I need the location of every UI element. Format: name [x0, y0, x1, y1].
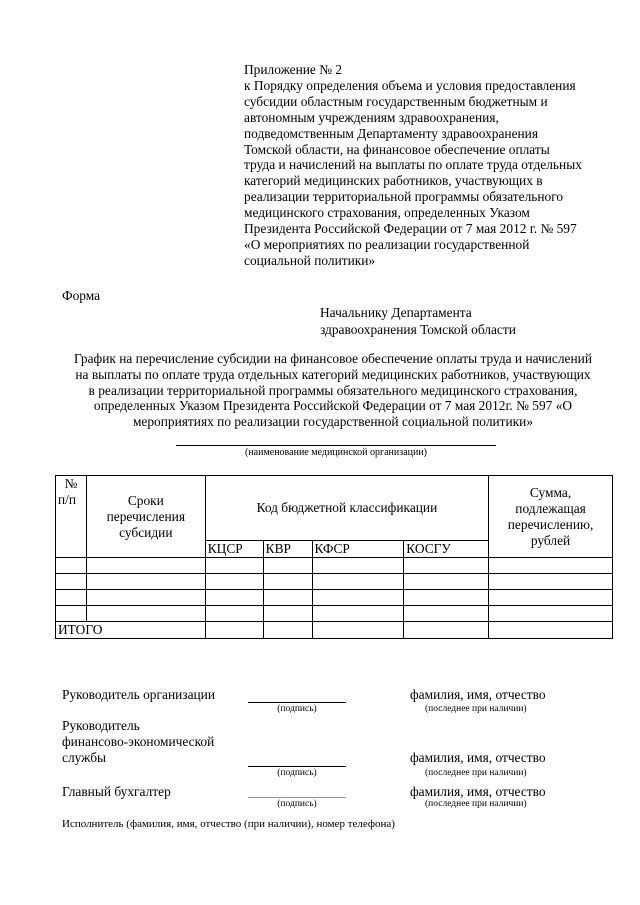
table-cell[interactable] — [205, 622, 263, 639]
header-number-line2: п/п — [58, 492, 77, 507]
header-number — [56, 476, 87, 558]
fin-head-fio-hint: (последнее при наличии) — [425, 768, 527, 778]
addressee-line: Начальнику Департамента — [320, 305, 472, 320]
fin-head-label-line: Руководитель — [62, 718, 140, 733]
table-cell[interactable] — [404, 590, 489, 606]
table-cell[interactable] — [263, 590, 312, 606]
title-line: на выплаты по оплате труда отдельных категорий медицинских работников, участвующих — [75, 366, 591, 382]
accountant-label: Главный бухгалтер — [62, 784, 171, 799]
table-cell[interactable] — [205, 590, 263, 606]
annex-line: труда и начислений на выплаты по оплате труда отдельных — [244, 157, 582, 173]
header-kfsr: КФСР — [312, 541, 404, 558]
accountant-signature-hint: (подпись) — [277, 799, 317, 809]
header-dates — [86, 476, 205, 558]
head-signature-hint: (подпись) — [277, 704, 317, 714]
annex-line: социальной политики» — [244, 252, 376, 268]
header-dates-line3: субсидии — [119, 524, 173, 540]
annex-line: Томской области, на финансовое обеспечение оплаты — [244, 141, 550, 157]
annex-line: автономным учреждениям здравоохранения, — [244, 109, 499, 125]
table-cell[interactable] — [312, 622, 404, 639]
head-label: Руководитель организации — [62, 687, 216, 702]
header-sum-line1: Сумма, — [529, 484, 572, 500]
accountant-fio: фамилия, имя, отчество — [410, 784, 546, 799]
table-cell[interactable] — [56, 558, 87, 574]
table-cell[interactable] — [404, 622, 489, 639]
table-cell[interactable] — [263, 606, 312, 622]
table-row[interactable] — [56, 606, 613, 622]
header-sum — [489, 476, 613, 558]
table-cell[interactable] — [489, 574, 613, 590]
table-cell[interactable] — [263, 558, 312, 574]
header-budget-code: Код бюджетной классификации — [205, 476, 488, 541]
table-cell[interactable] — [263, 622, 312, 639]
table-cell[interactable] — [56, 574, 87, 590]
annex-line: реализации территориальной программы обязательного — [244, 189, 564, 205]
annex-line: к Порядку определения объема и условия предоставления — [244, 77, 576, 93]
organization-name-hint: (наименование медицинской организации) — [244, 447, 428, 458]
table-cell[interactable] — [205, 606, 263, 622]
addressee — [320, 304, 516, 338]
head-fio-hint: (последнее при наличии) — [425, 704, 527, 714]
table-row[interactable] — [56, 574, 613, 590]
head-signature-field[interactable] — [248, 702, 346, 703]
table-row[interactable] — [56, 558, 613, 574]
schedule-table — [55, 475, 613, 639]
title-line: определенных Указом Президента Российской Федерации от 7 мая 2012г. № 597 «О — [93, 398, 573, 414]
fin-head-label-line: службы — [62, 749, 107, 765]
fin-head-fio: фамилия, имя, отчество — [410, 750, 546, 765]
table-cell[interactable] — [86, 558, 205, 574]
header-dates-line1: Сроки — [127, 492, 164, 508]
organization-name-field[interactable] — [176, 445, 496, 446]
fin-head-signature-field[interactable] — [248, 766, 346, 767]
fin-head-label — [62, 718, 214, 765]
annex-line: «О мероприятиях по реализации государственной — [244, 236, 530, 252]
addressee-line: здравоохранения Томской области — [320, 322, 516, 337]
annex-line: Приложение № 2 — [244, 62, 343, 77]
header-sum-line2: подлежащая — [515, 500, 586, 516]
table-cell[interactable] — [312, 606, 404, 622]
header-sum-line3: перечислению, — [507, 516, 594, 532]
table-header-row — [56, 476, 613, 541]
annex-header — [244, 62, 616, 269]
header-kcsr: КЦСР — [205, 541, 263, 558]
fin-head-label-line: финансово-экономической — [62, 733, 215, 749]
table-cell[interactable] — [404, 574, 489, 590]
total-row — [56, 622, 613, 639]
annex-line: категорий медицинских работников, участвующих в — [244, 173, 543, 189]
table-cell[interactable] — [56, 590, 87, 606]
header-dates-line2: перечисления — [106, 508, 186, 524]
accountant-signature-field[interactable] — [248, 797, 346, 798]
table-cell[interactable] — [404, 606, 489, 622]
table-cell[interactable] — [86, 590, 205, 606]
title-line: График на перечисление субсидии на финансовое обеспечение оплаты труда и начислений — [73, 351, 592, 366]
title-line: мероприятиях по реализации государственной социальной политики» — [132, 414, 534, 430]
table-cell[interactable] — [56, 606, 87, 622]
table-cell[interactable] — [312, 574, 404, 590]
total-label: ИТОГО — [56, 622, 206, 639]
annex-line: подведомственным Департаменту здравоохранения — [244, 125, 539, 141]
document-title — [55, 351, 611, 430]
table-row[interactable] — [56, 590, 613, 606]
table-cell[interactable] — [86, 606, 205, 622]
table-cell[interactable] — [312, 558, 404, 574]
table-cell[interactable] — [404, 558, 489, 574]
annex-line: субсидии областным государственным бюджетным и — [244, 93, 548, 109]
form-label: Форма — [62, 288, 101, 303]
annex-line: медицинского страхования, определенных Указом — [244, 205, 530, 221]
table-cell[interactable] — [205, 574, 263, 590]
header-kosgu: КОСГУ — [404, 541, 489, 558]
header-sum-line4: рублей — [530, 532, 571, 548]
head-fio: фамилия, имя, отчество — [410, 687, 546, 702]
table-cell[interactable] — [312, 590, 404, 606]
table-cell[interactable] — [489, 606, 613, 622]
header-kvr: КВР — [263, 541, 312, 558]
accountant-fio-hint: (последнее при наличии) — [425, 799, 527, 809]
header-number-line1: № — [64, 476, 78, 491]
executor-note: Исполнитель (фамилия, имя, отчество (при наличии), номер телефона) — [62, 818, 395, 830]
annex-line: Президента Российской Федерации от 7 мая 2012 г. № 597 — [244, 221, 577, 237]
table-cell[interactable] — [86, 574, 205, 590]
table-cell[interactable] — [489, 558, 613, 574]
table-cell[interactable] — [263, 574, 312, 590]
fin-head-signature-hint: (подпись) — [277, 768, 317, 778]
table-cell[interactable] — [489, 590, 613, 606]
table-cell[interactable] — [205, 558, 263, 574]
table-cell[interactable] — [489, 622, 613, 639]
title-line: в реализации территориальной программы обязательного медицинского страхования, — [88, 382, 578, 398]
